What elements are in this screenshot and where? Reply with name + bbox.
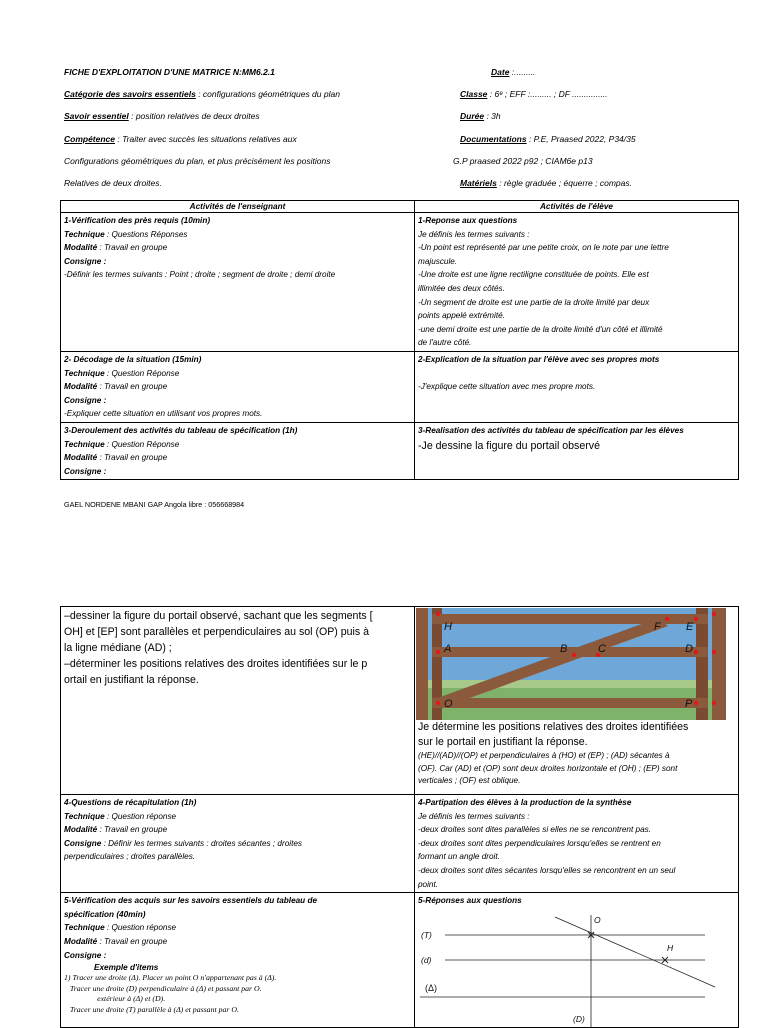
competence-field: Compétence : Traiter avec succès les situations relatives aux xyxy=(64,134,297,144)
label-h: H xyxy=(667,942,674,953)
competence-line-3: Relatives de deux droites. xyxy=(64,178,162,188)
grass-strip xyxy=(416,680,726,688)
label-a: A xyxy=(444,643,452,655)
student-cell: 2-Explication de la situation par l'élève avec ses propres mots -J'explique cette situation avec mes propre mots. xyxy=(415,351,739,422)
label-e: E xyxy=(686,621,694,633)
table-row xyxy=(61,351,739,422)
table-row xyxy=(61,795,739,893)
point-mid-right xyxy=(712,650,716,654)
label-c: C xyxy=(598,643,606,655)
point-o xyxy=(436,701,440,705)
label-d: D xyxy=(685,643,693,655)
activities-table-1 xyxy=(60,200,739,480)
teacher-cell: 3-Deroulement des activités du tableau de spécification (1h) Technique : Question Réponse Modalité : Travail en groupe Consigne : xyxy=(61,422,415,479)
figure-labels xyxy=(421,915,674,1024)
materiels-field: Matériels : règle graduée ; équerre ; compas. xyxy=(460,178,632,188)
document-title: FICHE D'EXPLOITATION D'UNE MATRICE N:MM6.2.1 xyxy=(64,67,275,77)
label-o: O xyxy=(444,698,453,710)
page-footer: GAEL NORDENE MBANI GAP Angola libre : 056668984 xyxy=(64,500,245,509)
student-cell: 3-Realisation des activités du tableau de spécification par les élèves -Je dessine la figure du portail observé xyxy=(415,422,739,479)
student-cell: H F E A B C D O P Je détermine les positions relatives des droites identifiées sur le portail en justifiant la réponse. (HE)//(AD)//(OP) et perpendiculaires à (HO) et (EP) ; (AD) sécantes à (OF). Car (AD) et (OP) sont deux droites horizontale et (OH) ; (EP) sont verticales ; (OF) est oblique. xyxy=(415,607,739,795)
table-row xyxy=(61,422,739,479)
teacher-cell: 1-Vérification des près requis (10min) Technique : Questions Réponses Modalité : Travail en groupe Consigne : -Définir les termes suivants : Point ; droite ; segment de droite ; demi droite xyxy=(61,213,415,352)
figure-lines xyxy=(420,915,715,1027)
savoir-field: Savoir essentiel : position relatives de deux droites xyxy=(64,111,260,121)
table-header-row xyxy=(61,201,739,213)
left-outer-post xyxy=(416,608,428,720)
label-d-vertical: (D) xyxy=(573,1013,585,1024)
point-d xyxy=(694,650,698,654)
point-e xyxy=(694,617,698,621)
point-b xyxy=(572,653,576,657)
student-cell: 5-Réponses aux questions O (T) (d) H (Δ) (D) xyxy=(415,893,739,1028)
label-p: P xyxy=(685,698,693,710)
table-row xyxy=(61,607,739,795)
student-cell: 1-Reponse aux questions Je définis les termes suivants : -Un point est représenté par une petite croix, on le note par une lettre majuscule. -Une droite est une ligne rectiligne constituée de points. Elle est illimitée des deux côtés. -Un segment de droite est une partie de la droite limité par deux points appelé extrémité. -une demi droite est une partie de la droite limité d'un côté et illimité de l'autre côté. xyxy=(415,213,739,352)
label-h: H xyxy=(444,621,452,633)
point-top-right xyxy=(712,612,716,616)
point-bottom-right xyxy=(712,701,716,705)
classe-field: Classe : 6ᵉ ; EFF :......... ; DF ............... xyxy=(460,89,608,99)
table-row xyxy=(61,893,739,1028)
bottom-rail xyxy=(432,698,708,708)
documentations-field: Documentations : P.E, Praased 2022, P34/35 xyxy=(460,134,636,144)
col-header-student: Activités de l'élève xyxy=(415,201,739,213)
oblique-line xyxy=(555,914,715,987)
label-d: (d) xyxy=(421,954,432,965)
point-a xyxy=(436,650,440,654)
competence-line-2: Configurations géométriques du plan, et plus précisément les positions xyxy=(64,156,331,166)
teacher-cell: 4-Questions de récapitulation (1h) Technique : Question réponse Modalité : Travail en groupe Consigne : Définir les termes suivants : droites sécantes ; droites perpendiculaires ; droites parallèles. xyxy=(61,795,415,893)
point-p xyxy=(694,701,698,705)
label-t: (T) xyxy=(421,929,432,940)
documentations-line-2: G.P praased 2022 p92 ; CIAM6e p13 xyxy=(453,156,593,166)
label-b: B xyxy=(560,643,568,655)
table-row xyxy=(61,213,739,352)
activities-table-2 xyxy=(60,606,739,1028)
date-field: Date :......... xyxy=(491,67,536,77)
student-cell: 4-Partipation des élèves à la production de la synthèse Je définis les termes suivants : -deux droites sont dites parallèles si elles ne se rencontrent pas. -deux droites sont dites perpendiculaires lorsqu'elles se rentrent en formant un angle droit. -deux droites sont dites sécantes lorsqu'elles se rencontrent en un seul point. xyxy=(415,795,739,893)
lines-figure xyxy=(415,909,735,1027)
duree-field: Durée : 3h xyxy=(460,111,501,121)
gate-figure xyxy=(416,608,726,720)
col-header-teacher: Activités de l'enseignant xyxy=(61,201,415,213)
teacher-cell: –dessiner la figure du portail observé, sachant que les segments [ OH] et [EP] sont parallèles et perpendiculaires au sol (OP) puis à la ligne médiane (AD) ; –déterminer les positions relatives des droites identifiées sur le p ortail en justifiant la réponse. xyxy=(61,607,415,795)
label-f: F xyxy=(654,621,661,633)
teacher-cell: 2- Décodage de la situation (15min) Technique : Question Réponse Modalité : Travail en groupe Consigne : -Expliquer cette situation en utilisant vos propres mots. xyxy=(61,351,415,422)
point-f xyxy=(665,617,669,621)
categorie-field: Catégorie des savoirs essentiels : configurations géométriques du plan xyxy=(64,89,340,99)
teacher-cell: 5-Vérification des acquis sur les savoirs essentiels du tableau de spécification (40min) Technique : Question réponse Modalité : Travail en groupe Consigne : Exemple d'items 1) Tracer une droite (Δ). Placer un point O n'appartenant pas à (Δ). Tracer une droite (D) perpendiculaire à (Δ) et passant par O. extérieur à (Δ) et (D). Tracer une droite (T) parallèle à (Δ) et passant par O. xyxy=(61,893,415,1028)
point-h xyxy=(436,612,440,616)
label-o: O xyxy=(594,914,601,925)
label-delta: (Δ) xyxy=(425,982,438,993)
